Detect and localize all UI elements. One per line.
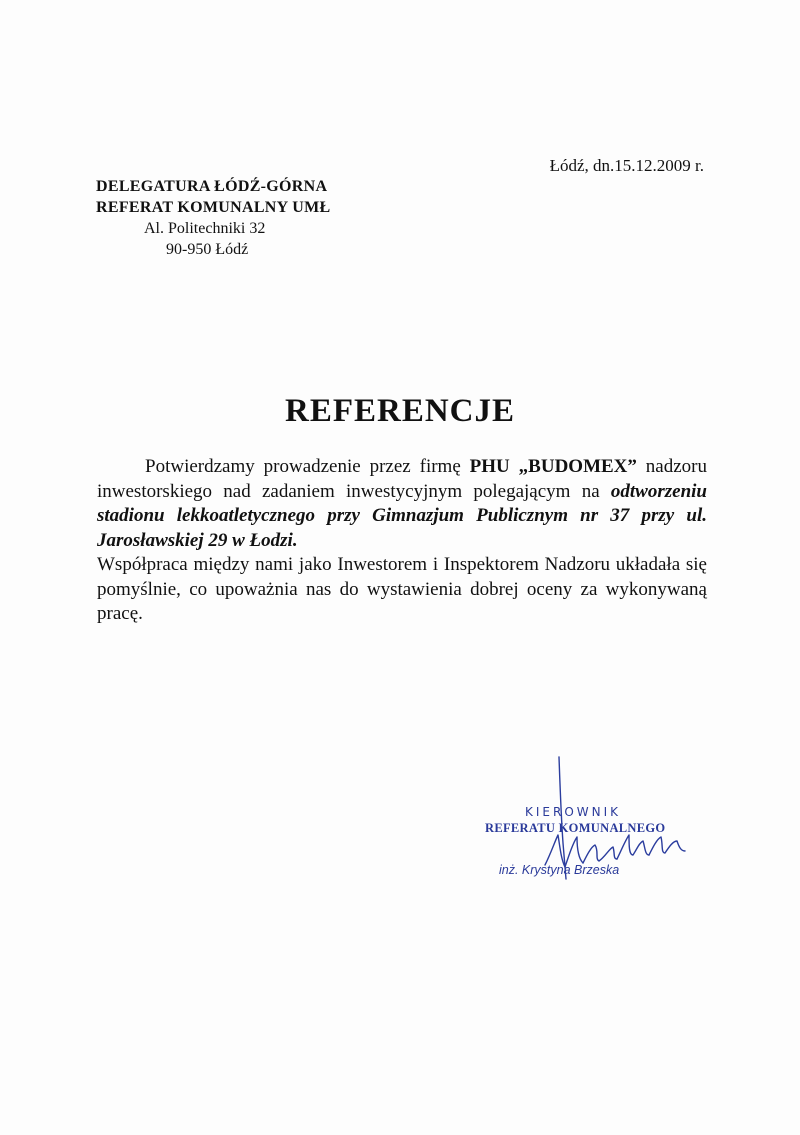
body-p1-text-a: Potwierdzamy prowadzenie przez firmę: [145, 456, 470, 477]
stamp-department: REFERATU KOMUNALNEGO: [485, 821, 666, 835]
sender-org-line2: REFERAT KOMUNALNY UMŁ: [96, 199, 331, 216]
stamp-signatory: inż. Krystyna Brzeska: [499, 863, 620, 877]
company-name: PHU „BUDOMEX”: [469, 456, 637, 477]
body-paragraph-2: Współpraca między nami jako Inwestorem i Inspektorem Nadzoru układała się pomyślnie, co upoważnia nas do wystawienia dobrej oceny za wykonywaną pracę.: [97, 554, 707, 624]
stamp-title: KIEROWNIK: [525, 805, 622, 819]
investment-task: odtworzeniu stadionu lekkoatletycznego przy Gimnazjum Publicznym nr 37 przy ul. Jarosławskiej 29 w Łodzi.: [97, 480, 707, 551]
date-line: Łódź, dn.15.12.2009 r.: [549, 156, 704, 175]
body-paragraph-1: [97, 455, 707, 553]
sender-org-line1: DELEGATURA ŁÓDŹ-GÓRNA: [96, 178, 328, 195]
letter-body: [97, 455, 707, 627]
sender-address-street: Al. Politechniki 32: [144, 220, 266, 237]
handwritten-signature: [525, 755, 695, 885]
document-title: REFERENCJE: [284, 393, 516, 429]
body-p1-text-b: nadzoru inwestorskiego nad zadaniem inwestycyjnym polegającym na: [97, 456, 707, 502]
sender-block: [96, 176, 330, 260]
sender-address-city: 90-950 Łódź: [166, 241, 249, 258]
